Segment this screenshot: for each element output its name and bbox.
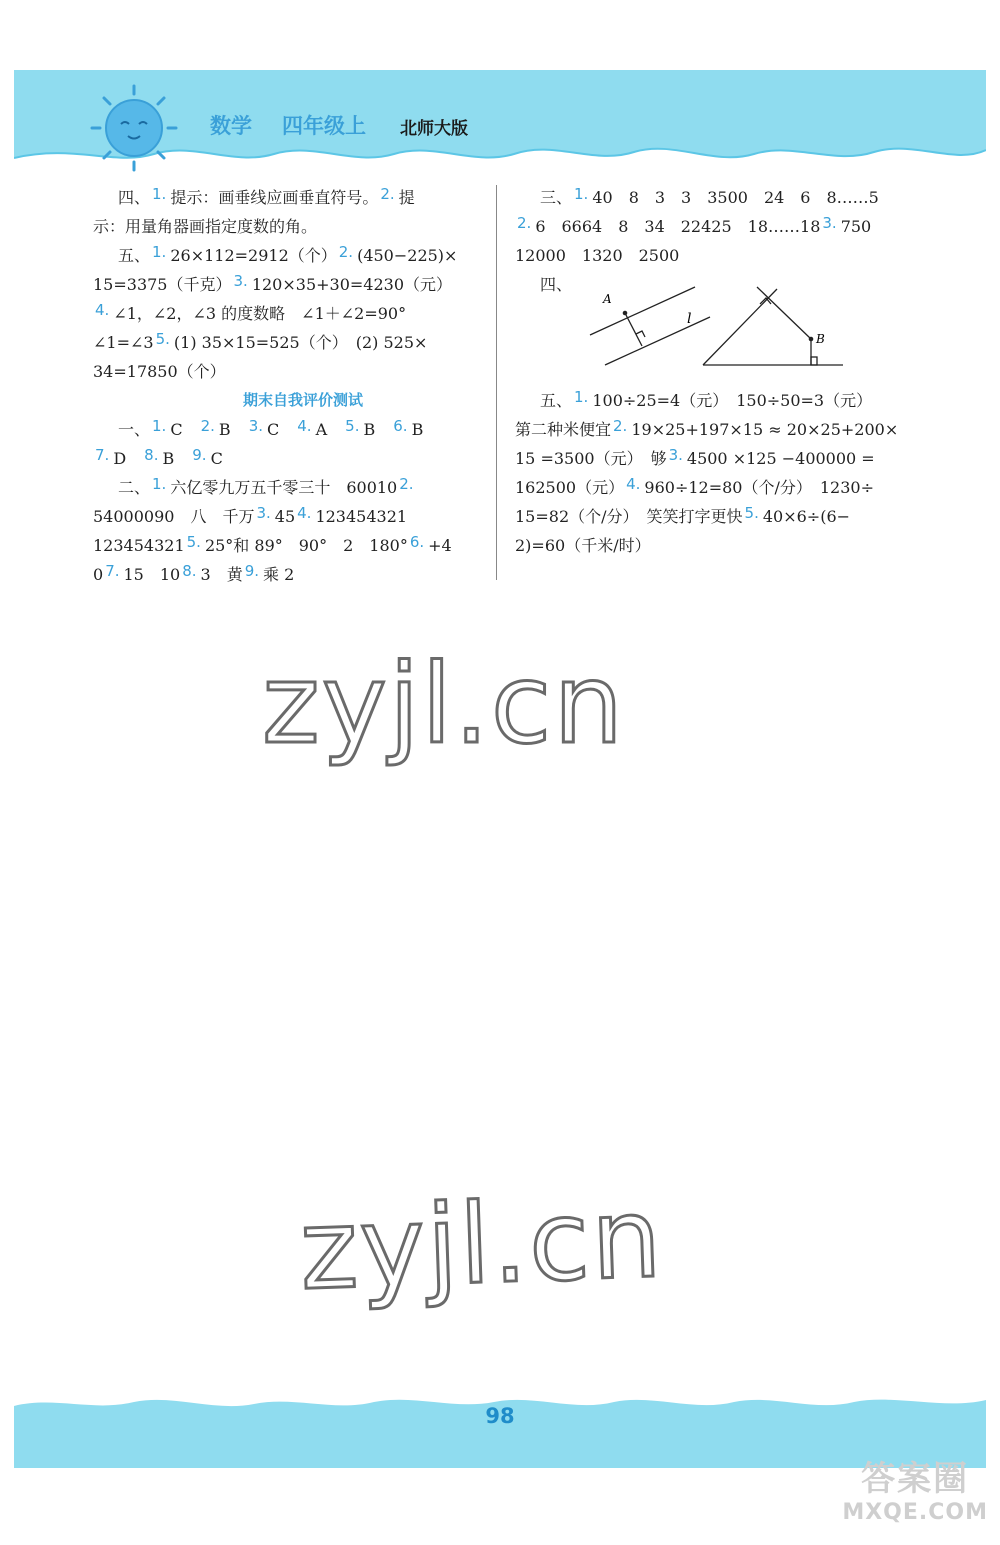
answer-line: [515, 444, 980, 473]
answer-text: 25°和 89° 90° 2 180°: [204, 536, 408, 555]
answer-line: [515, 531, 980, 560]
answer-text: B: [218, 420, 231, 439]
section-label: 五、: [540, 391, 573, 410]
item-number: 2.: [399, 475, 414, 493]
point-b-label: B: [816, 332, 825, 346]
corner-watermark-top: 答案圈: [861, 1459, 970, 1499]
geometry-diagram: [585, 277, 855, 369]
answer-line: [515, 502, 980, 531]
section-label: 五、: [118, 246, 151, 265]
item-number: 4.: [95, 301, 110, 319]
footer-band: [14, 1390, 986, 1468]
answer-text: 3 黄: [200, 565, 243, 584]
answer-text: 34=17850（个）: [93, 362, 226, 381]
right-column: [515, 183, 980, 560]
answer-text: 2)=60（千米/时）: [515, 536, 651, 555]
answer-text: 提: [398, 188, 415, 207]
item-number: 7.: [105, 562, 120, 580]
item-number: 2.: [200, 417, 215, 435]
answer-text: 12000 1320 2500: [515, 246, 680, 265]
answer-line: [118, 183, 488, 212]
answer-text: 六亿零九万五千零三十 60010: [170, 478, 398, 497]
answer-text: 示：用量角器画指定度数的角。: [93, 217, 318, 236]
answer-text: D: [113, 449, 127, 468]
header-edition: 北师大版: [400, 119, 468, 139]
left-column: [93, 183, 488, 589]
corner-watermark: [842, 1451, 988, 1525]
item-number: 3.: [248, 417, 263, 435]
page-number: 98: [485, 1404, 515, 1428]
section-label: 四、: [118, 188, 151, 207]
section-label: 三、: [540, 188, 573, 207]
item-number: 5.: [345, 417, 360, 435]
item-number: 7.: [95, 446, 110, 464]
answer-text: 提示：画垂线应画垂直符号。: [170, 188, 379, 207]
answer-text: 750: [840, 217, 872, 236]
answer-text: 123454321: [315, 507, 408, 526]
section-title: 期末自我评价测试: [242, 391, 363, 409]
section-label: 四、: [540, 275, 573, 294]
answer-text: (1) 35×15=525（个） (2) 525×: [173, 333, 428, 352]
answer-text: B: [363, 420, 376, 439]
answer-text: 乘 2: [263, 565, 295, 584]
answer-line: [93, 560, 488, 589]
item-number: 1.: [152, 243, 167, 261]
answer-text: 26×112=2912（个）: [170, 246, 337, 265]
answer-line: [93, 212, 488, 241]
answer-line: [118, 415, 488, 444]
answer-line: [93, 502, 488, 531]
item-number: 3.: [233, 272, 248, 290]
item-number: 3.: [668, 446, 683, 464]
corner-watermark-bottom: MXQE.COM: [842, 1500, 988, 1525]
answer-text: 123454321: [93, 536, 185, 555]
answer-text: +4: [428, 536, 452, 555]
header-grade: 四年级上: [282, 114, 366, 138]
watermark-text: zyjl.cn: [262, 640, 626, 768]
answer-line: [118, 241, 488, 270]
answer-line: [515, 241, 980, 270]
answer-line: [93, 299, 488, 328]
answer-text: 15 =3500（元） 够: [515, 449, 667, 468]
answer-text: 6 6664 8 34 22425 18……18: [535, 217, 821, 236]
answer-text: B: [162, 449, 175, 468]
answer-line: [93, 270, 488, 299]
answer-line: [93, 531, 488, 560]
answer-text: ∠1，∠2，∠3 的度数略 ∠1＋∠2=90°: [113, 304, 407, 323]
item-number: 5.: [155, 330, 170, 348]
answer-line: [515, 212, 980, 241]
item-number: 5.: [744, 504, 759, 522]
item-number: 6.: [409, 533, 425, 551]
item-number: 1.: [152, 185, 167, 203]
item-number: 1.: [152, 417, 167, 435]
item-number: 4.: [297, 417, 312, 435]
item-number: 1.: [152, 475, 167, 493]
section-label: 一、: [118, 420, 151, 439]
watermark-text: zyjl.cn: [297, 1173, 666, 1315]
answer-text: 19×25+197×15 ≈ 20×25+200×: [631, 420, 899, 439]
answer-text: 40×6÷(6−: [762, 507, 851, 526]
column-divider: [496, 185, 497, 580]
answer-text: 15 10: [123, 565, 181, 584]
answer-text: 0: [93, 565, 104, 584]
sun-icon: [88, 82, 180, 174]
answer-text: ∠1=∠3: [93, 333, 154, 352]
answer-line: [93, 328, 488, 357]
answer-line: [540, 183, 980, 212]
answer-text: A: [315, 420, 328, 439]
line-l-label: l: [687, 311, 692, 327]
item-number: 5.: [186, 533, 201, 551]
answer-text: C: [267, 420, 280, 439]
answer-text: 45: [274, 507, 296, 526]
section-label: 二、: [118, 478, 151, 497]
item-number: 9.: [192, 446, 207, 464]
answer-text: 40 8 3 3 3500 24 6 8……5: [592, 188, 879, 207]
answer-text: 960÷12=80（个/分） 1230÷: [644, 478, 874, 497]
answer-text: 15=82（个/分） 笑笑打字更快: [515, 507, 743, 526]
answer-text: 120×35+30=4230（元）: [251, 275, 453, 294]
item-number: 2.: [380, 185, 395, 203]
answer-text: C: [170, 420, 183, 439]
answer-text: 54000090 八 千万: [93, 507, 255, 526]
answer-line: [93, 444, 488, 473]
point-a-label: A: [603, 292, 612, 306]
item-number: 2.: [338, 243, 354, 261]
answer-line: [515, 415, 980, 444]
answer-text: 162500（元）: [515, 478, 625, 497]
item-number: 2.: [613, 417, 628, 435]
item-number: 9.: [244, 562, 260, 580]
answer-line: [540, 386, 980, 415]
answer-text: 100÷25=4（元） 150÷50=3（元）: [592, 391, 873, 410]
answer-text: 第二种米便宜: [515, 420, 612, 439]
item-number: 4.: [626, 475, 641, 493]
item-number: 1.: [574, 388, 589, 406]
item-number: 8.: [182, 562, 197, 580]
item-number: 8.: [144, 446, 159, 464]
answer-text: (450−225)×: [357, 246, 458, 265]
item-number: 3.: [822, 214, 837, 232]
item-number: 6.: [393, 417, 408, 435]
item-number: 3.: [256, 504, 271, 522]
answer-line: [93, 357, 488, 386]
item-number: 2.: [517, 214, 532, 232]
item-number: 4.: [297, 504, 312, 522]
answer-text: B: [411, 420, 424, 439]
header-subject: 数学: [210, 114, 252, 138]
answer-text: 4500 ×125 −400000 =: [686, 449, 875, 468]
answer-line: [515, 473, 980, 502]
answer-text: C: [210, 449, 223, 468]
answer-line: [118, 473, 488, 502]
item-number: 1.: [574, 185, 589, 203]
answer-text: 15=3375（千克）: [93, 275, 232, 294]
